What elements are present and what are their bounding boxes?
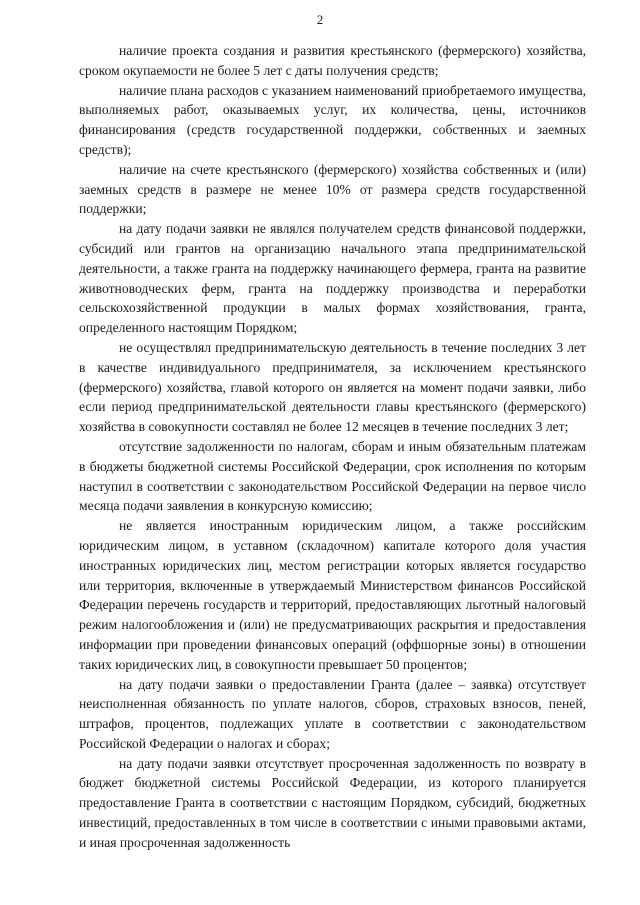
paragraph: не является иностранным юридическим лицом, а также российским юридическим лицом, в уставном (складочном) капитале которого доля участия иностранных юридических лиц, местом регистрации которых является государство или территория, включенные в утверждаемый Министерством финансов Российской Федерации перечень государств и территорий, предоставляющих льготный налоговый режим налогообложения и (или) не предусматривающих раскрытия и предоставления информации при проведении финансовых операций (оффшорные зоны) в отношении таких юридических лиц, в совокупности превышает 50 процентов; xyxy=(79,518,586,672)
document-body xyxy=(79,41,586,853)
page-number: 2 xyxy=(316,12,324,27)
paragraph: на дату подачи заявки о предоставлении Гранта (далее – заявка) отсутствует неисполненная обязанность по уплате налогов, сборов, страховых взносов, пеней, штрафов, процентов, подлежащих уплате в соответствии с законодательством Российской Федерации о налогах и сборах; xyxy=(79,676,586,751)
paragraph: отсутствие задолженности по налогам, сборам и иным обязательным платежам в бюджеты бюджетной системы Российской Федерации, срок исполнения по которым наступил в соответствии с законодательством Российской Федерации на первое число месяца подачи заявления в конкурсную комиссию; xyxy=(79,438,586,514)
paragraph: наличие проекта создания и развития крестьянского (фермерского) хозяйства, сроком окупаемости не более 5 лет с даты получения средств; xyxy=(79,43,586,78)
paragraph: не осуществлял предпринимательскую деятельность в течение последних 3 лет в качестве индивидуального предпринимателя, за исключением крестьянского (фермерского) хозяйства, главой которого он является на момент подачи заявки, либо если период предпринимательской деятельности главы крестьянского (фермерского) хозяйства в совокупности составлял не более 12 месяцев в течение последних 3 лет; xyxy=(79,339,586,435)
paragraph: наличие плана расходов с указанием наименований приобретаемого имущества, выполняемых работ, оказываемых услуг, их количества, цены, источников финансирования (средств государственной поддержки, собственных и заемных средств); xyxy=(79,82,586,157)
paragraph: наличие на счете крестьянского (фермерского) хозяйства собственных и (или) заемных средств в размере не менее 10% от размера средств государственной поддержки; xyxy=(79,161,586,217)
paragraph: на дату подачи заявки не являлся получателем средств финансовой поддержки, субсидий или грантов на организацию начального этапа предпринимательской деятельности, а также гранта на поддержку начинающего фермера, гранта на развитие животноводческих ферм, гранта на поддержку производства и переработки сельскохозяйственной продукции в малых формах хозяйствования, гранта, определенного настоящим Порядком; xyxy=(79,221,586,336)
paragraph: на дату подачи заявки отсутствует просроченная задолженность по возврату в бюджет бюджетной системы Российской Федерации, из которого планируется предоставление Гранта в соответствии с настоящим Порядком, субсидий, бюджетных инвестиций, предоставленных в том числе в соответствии с иными правовыми актами, и иная просроченная задолженность xyxy=(79,755,586,850)
